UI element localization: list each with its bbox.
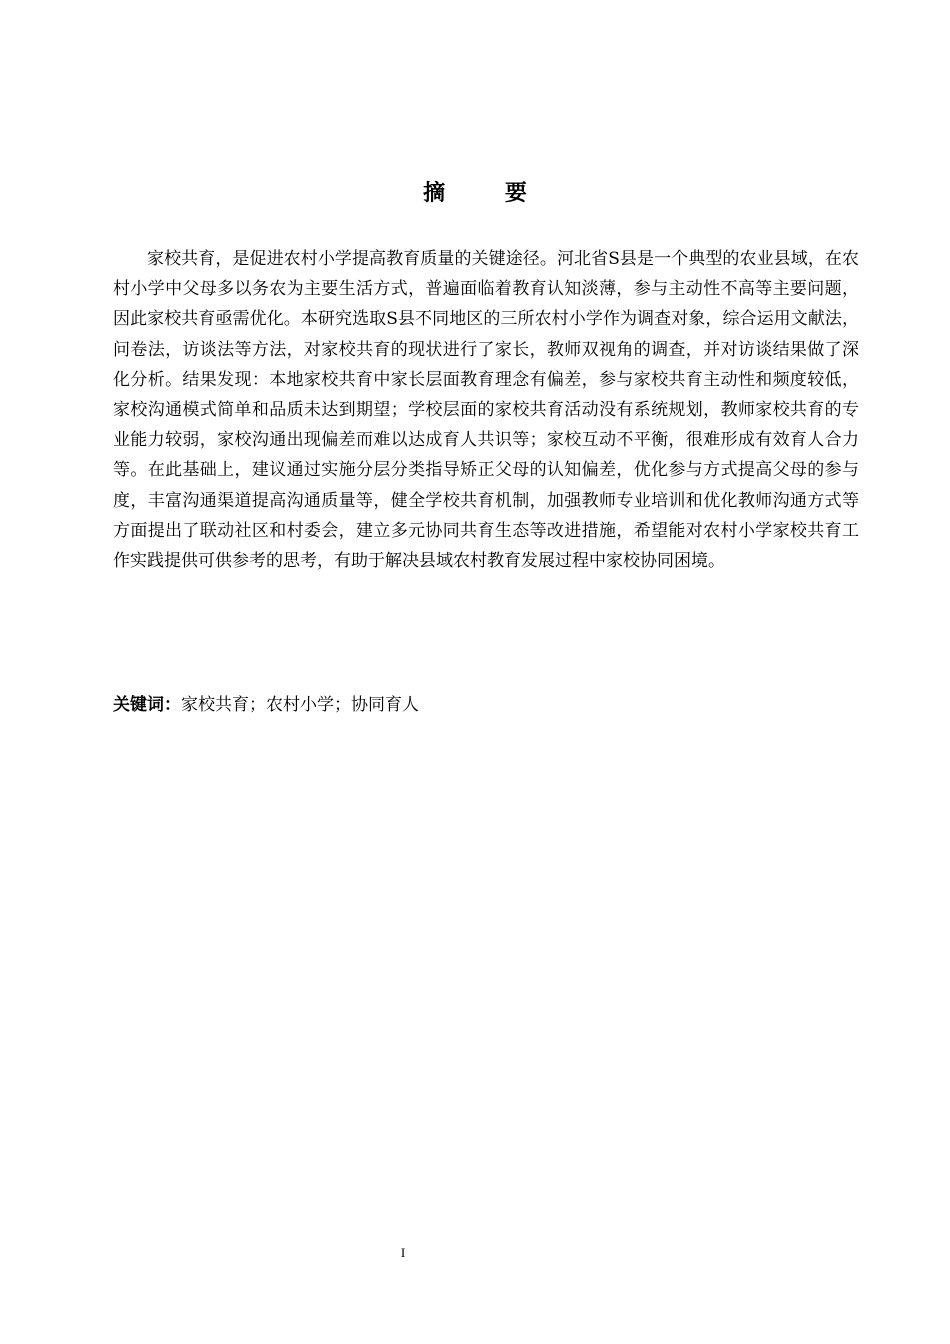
- keywords-line: [113, 690, 859, 720]
- abstract-body: 家校共育，是促进农村小学提高教育质量的关键途径。河北省S县是一个典型的农业县域，在农村小学中父母多以务农为主要生活方式，普遍面临着教育认知淡薄，参与主动性不高等主要问题，因此家校共育亟需优化。本研究选取S县不同地区的三所农村小学作为调查对象，综合运用文献法，问卷法，访谈法等方法，对家校共育的现状进行了家长，教师双视角的调查，并对访谈结果做了深化分析。结果发现：本地家校共育中家长层面教育理念有偏差，参与家校共育主动性和频度较低，家校沟通模式简单和品质未达到期望；学校层面的家校共育活动没有系统规划，教师家校共育的专业能力较弱，家校沟通出现偏差而难以达成育人共识等；家校互动不平衡，很难形成有效育人合力等。在此基础上，建议通过实施分层分类指导矫正父母的认知偏差，优化参与方式提高父母的参与度，丰富沟通渠道提高沟通质量等，健全学校共育机制，加强教师专业培训和优化教师沟通方式等方面提出了联动社区和村委会，建立多元协同共育生态等改进措施，希望能对农村小学家校共育工作实践提供可供参考的思考，有助于解决县域农村教育发展过程中家校协同困境。: [113, 249, 859, 572]
- page-number: I: [400, 1245, 406, 1260]
- keywords-text: 家校共育；农村小学；协同育人: [181, 695, 419, 715]
- abstract-title: 摘 要: [423, 181, 553, 206]
- keywords-label: 关键词：: [113, 695, 181, 715]
